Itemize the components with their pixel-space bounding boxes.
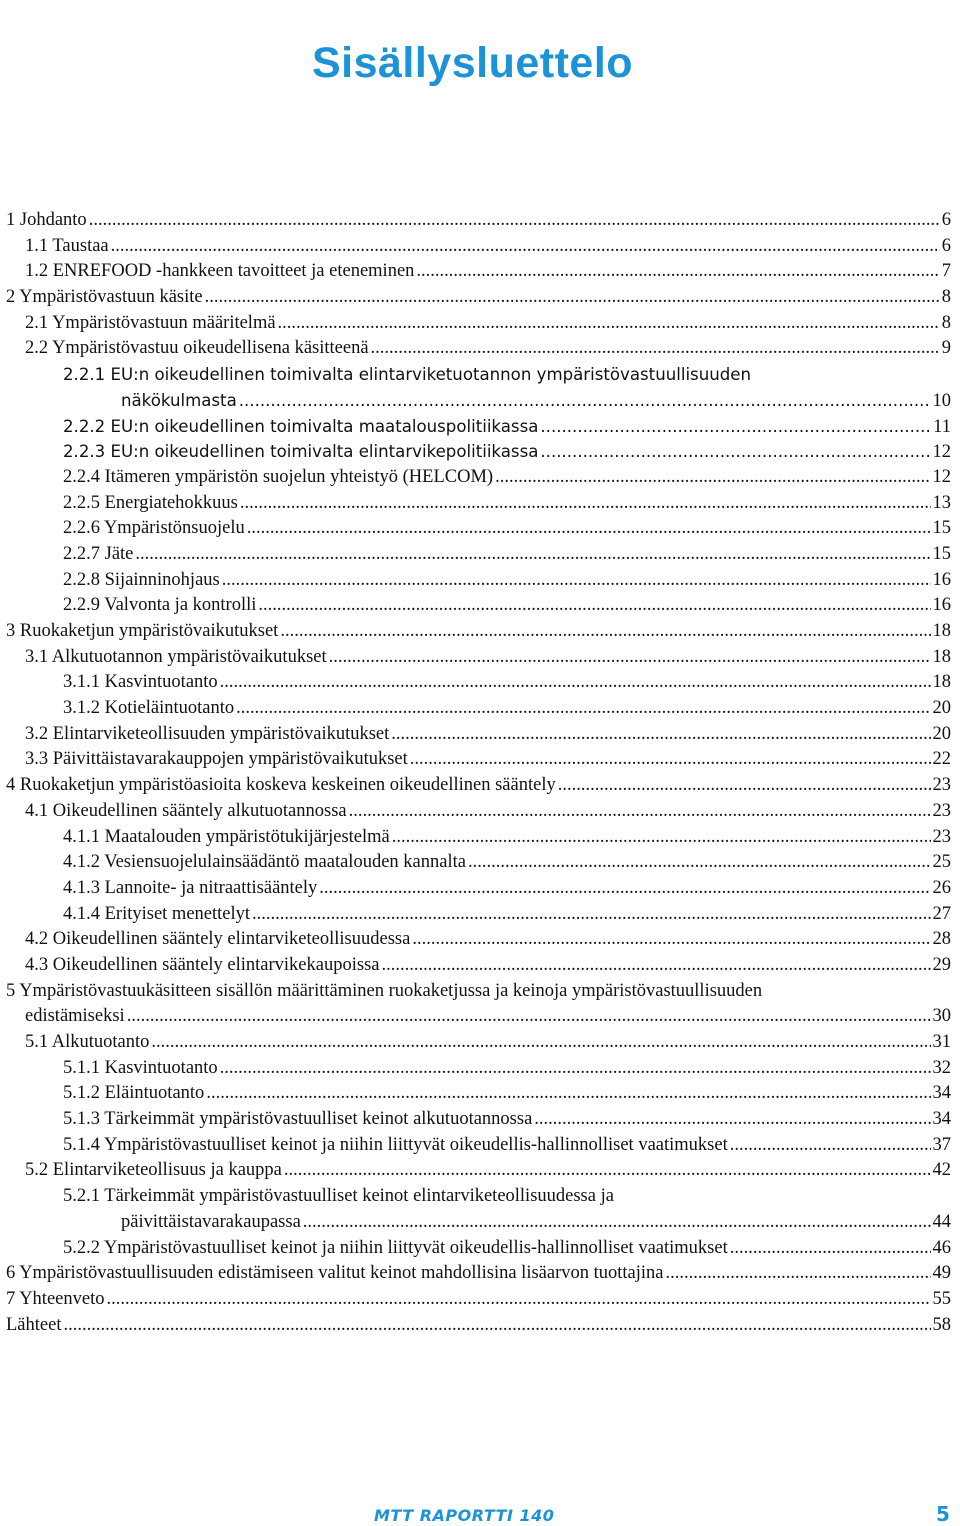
toc-entry[interactable] (0, 1107, 960, 1133)
toc-entry[interactable] (0, 234, 960, 260)
toc-entry[interactable] (0, 953, 960, 979)
toc-entry-continuation[interactable] (0, 1004, 960, 1030)
toc-entry[interactable] (0, 979, 960, 1005)
toc-entry[interactable] (0, 259, 960, 285)
toc-entry[interactable] (0, 1056, 960, 1082)
toc-entry-title: 1 Johdanto (6, 210, 87, 230)
toc-entry[interactable] (0, 696, 960, 722)
toc-entry[interactable] (0, 414, 960, 440)
toc-entry-title: 4.1.1 Maatalouden ympäristötukijärjestelmä (63, 826, 390, 847)
toc-entry-title: 4.1.2 Vesiensuojelulainsäädäntö maatalouden kannalta (63, 852, 466, 873)
toc-entry-title: 2.2 Ympäristövastuu oikeudellisena käsitteenä (25, 338, 369, 359)
toc-entry-page: 27 (932, 903, 951, 924)
toc-entry-page: 9 (941, 338, 951, 359)
toc-entry-title: 4.1.3 Lannoite- ja nitraattisääntely (63, 877, 318, 898)
toc-entry-title: 6 Ympäristövastuullisuuden edistämiseen valitut keinot mahdollisina lisäarvon tuottajina (6, 1263, 664, 1284)
toc-entry-page: 37 (932, 1134, 951, 1155)
toc-entry[interactable] (0, 773, 960, 799)
toc-entry-title: 2.2.7 Jäte (63, 543, 134, 564)
toc-entry[interactable] (0, 439, 960, 465)
toc-entry-title: 2.2.3 EU:n oikeudellinen toimivalta elintarvikepolitiikassa (63, 442, 539, 462)
toc-entry-page: 23 (932, 826, 951, 847)
toc-entry-page: 8 (941, 312, 951, 333)
toc-entry-page: 16 (932, 595, 951, 616)
toc-entry-title: Lähteet (6, 1314, 62, 1335)
toc-entry-page: 31 (932, 1032, 951, 1052)
toc-entry-title: 7 Yhteenveto (6, 1288, 105, 1309)
toc-entry-page: 10 (932, 390, 951, 411)
toc-entry-page: 8 (941, 287, 951, 308)
toc-entry-page: 34 (932, 1109, 951, 1130)
toc-entry[interactable] (0, 568, 960, 594)
toc-entry-title: 2.2.8 Sijainninohjaus (63, 569, 220, 590)
toc-entry-page: 44 (932, 1211, 951, 1232)
toc-entry-page: 20 (932, 698, 951, 719)
toc-entry-page: 15 (932, 543, 951, 564)
toc-entry-title: 4.1.4 Erityiset menettelyt (63, 903, 251, 924)
toc-entry-title: 3.1 Alkutuotannon ympäristövaikutukset (25, 646, 327, 667)
toc-entry[interactable] (0, 825, 960, 851)
toc-entry-continuation[interactable] (0, 1210, 960, 1236)
toc-entry-page: 11 (933, 416, 951, 437)
toc-entry-title: 2.1 Ympäristövastuun määritelmä (25, 312, 276, 333)
toc-entry-page: 7 (941, 261, 951, 282)
toc-entry[interactable] (0, 850, 960, 876)
footer-page-number: 5 (936, 1502, 950, 1526)
footer-publication-name: MTT RAPORTTI 140 (374, 1506, 555, 1525)
toc-entry-page: 6 (941, 210, 951, 230)
toc-entry[interactable] (0, 593, 960, 619)
toc-entry-title: 5.1.1 Kasvintuotanto (63, 1057, 218, 1078)
toc-entry-page: 55 (932, 1288, 951, 1309)
toc-entry-page: 22 (932, 749, 951, 770)
toc-entry-title: 2.2.5 Energiatehokkuus (63, 492, 238, 513)
toc-entry-title: 3.1.1 Kasvintuotanto (63, 672, 218, 693)
toc-entry[interactable] (0, 1313, 960, 1339)
toc-entry-title: 4 Ruokaketjun ympäristöasioita koskeva keskeinen oikeudellinen sääntely (6, 775, 556, 796)
toc-entry-page: 58 (932, 1314, 951, 1335)
toc-entry[interactable] (0, 465, 960, 491)
table-of-contents (0, 208, 960, 1338)
toc-entry-page: 30 (932, 1006, 951, 1027)
toc-entry[interactable] (0, 619, 960, 645)
toc-entry-page: 23 (932, 775, 951, 796)
toc-entry[interactable] (0, 208, 960, 234)
toc-entry[interactable] (0, 1158, 960, 1184)
toc-entry-page: 15 (932, 518, 951, 539)
toc-entry[interactable] (0, 516, 960, 542)
toc-entry-page: 34 (932, 1083, 951, 1104)
toc-entry-page: 46 (932, 1237, 951, 1258)
toc-entry[interactable] (0, 336, 960, 362)
toc-entry[interactable] (0, 927, 960, 953)
toc-entry-title: 5.2 Elintarviketeollisuus ja kauppa (25, 1160, 282, 1181)
toc-entry-title: 5.1 Alkutuotanto (25, 1032, 150, 1052)
toc-entry[interactable] (0, 1133, 960, 1159)
toc-entry-title: 2.2.6 Ympäristönsuojelu (63, 518, 245, 539)
toc-entry[interactable] (0, 491, 960, 517)
toc-entry-title: 1.1 Taustaa (25, 235, 109, 256)
toc-entry[interactable] (0, 1287, 960, 1313)
toc-entry[interactable] (0, 542, 960, 568)
toc-entry[interactable] (0, 645, 960, 671)
toc-entry[interactable] (0, 285, 960, 311)
page-title: Sisällysluettelo (311, 38, 634, 87)
toc-entry-title: 5.2.1 Tärkeimmät ympäristövastuulliset keinot elintarviketeollisuudessa ja (63, 1186, 614, 1207)
toc-entry[interactable] (0, 1184, 960, 1210)
toc-entry[interactable] (0, 799, 960, 825)
toc-entry-title: 3 Ruokaketjun ympäristövaikutukset (6, 621, 279, 641)
toc-entry-title-cont: edistämiseksi (25, 1006, 125, 1027)
toc-entry-title: 3.1.2 Kotieläintuotanto (63, 698, 235, 719)
toc-entry-title: 4.3 Oikeudellinen sääntely elintarvikekaupoissa (25, 954, 380, 975)
toc-entry-title: 4.1 Oikeudellinen sääntely alkutuotannossa (25, 800, 347, 821)
toc-entry-page: 18 (932, 621, 951, 641)
toc-entry-title-cont: päivittäistavarakaupassa (121, 1211, 301, 1232)
toc-entry-title: 2.2.1 EU:n oikeudellinen toimivalta elintarviketuotannon ympäristövastuullisuuden (63, 365, 751, 385)
toc-entry-page: 42 (932, 1160, 951, 1181)
toc-entry-title: 2 Ympäristövastuun käsite (6, 287, 203, 308)
toc-entry-page: 29 (932, 954, 951, 975)
toc-entry-page: 12 (932, 442, 951, 463)
toc-entry-title: 5.1.3 Tärkeimmät ympäristövastuulliset keinot alkutuotannossa (63, 1109, 533, 1130)
toc-entry-title: 1.2 ENREFOOD -hankkeen tavoitteet ja eteneminen (25, 261, 415, 282)
toc-entry-title: 5.2.2 Ympäristövastuulliset keinot ja niihin liittyvät oikeudellis-hallinnolliset vaatimukset (63, 1237, 728, 1258)
toc-entry-page: 49 (932, 1263, 951, 1284)
toc-entry-page: 32 (932, 1057, 951, 1078)
toc-entry-title: 2.2.2 EU:n oikeudellinen toimivalta maatalouspolitiikassa (63, 416, 539, 436)
toc-entry-page: 13 (932, 492, 951, 513)
toc-entry[interactable] (0, 670, 960, 696)
toc-entry[interactable] (0, 902, 960, 928)
toc-entry-title-cont: näkökulmasta (121, 390, 237, 410)
toc-entry[interactable] (0, 1236, 960, 1262)
toc-entry-title: 2.2.9 Valvonta ja kontrolli (63, 595, 257, 616)
toc-entry[interactable] (0, 311, 960, 337)
toc-entry-title: 5.1.2 Eläintuotanto (63, 1083, 205, 1104)
toc-entry[interactable] (0, 362, 960, 388)
toc-entry-page: 23 (932, 800, 951, 821)
toc-entry-page: 25 (932, 852, 951, 873)
toc-entry-title: 5 Ympäristövastuukäsitteen sisällön määrittäminen ruokaketjussa ja keinoja ympäristövastuullisuuden (6, 980, 763, 1001)
toc-entry-title: 3.2 Elintarviketeollisuuden ympäristövaikutukset (25, 723, 390, 744)
toc-entry-continuation[interactable] (0, 388, 960, 414)
toc-entry-page: 18 (932, 646, 951, 667)
toc-entry-page: 18 (932, 672, 951, 693)
toc-entry-title: 2.2.4 Itämeren ympäristön suojelun yhteistyö (HELCOM) (63, 466, 494, 487)
toc-entry[interactable] (0, 1081, 960, 1107)
toc-entry-page: 26 (932, 877, 951, 898)
toc-entry-page: 28 (932, 929, 951, 950)
toc-entry[interactable] (0, 1030, 960, 1056)
toc-entry-page: 6 (941, 235, 951, 256)
toc-entry[interactable] (0, 876, 960, 902)
toc-entry[interactable] (0, 722, 960, 748)
toc-entry[interactable] (0, 747, 960, 773)
toc-entry-page: 12 (932, 466, 951, 487)
toc-entry-title: 3.3 Päivittäistavarakauppojen ympäristövaikutukset (25, 749, 408, 770)
toc-entry-title: 5.1.4 Ympäristövastuulliset keinot ja niihin liittyvät oikeudellis-hallinnolliset vaatimukset (63, 1134, 728, 1155)
toc-entry[interactable] (0, 1261, 960, 1287)
toc-entry-title: 4.2 Oikeudellinen sääntely elintarviketeollisuudessa (25, 929, 411, 950)
toc-entry-page: 20 (932, 723, 951, 744)
toc-entry-page: 16 (932, 569, 951, 590)
